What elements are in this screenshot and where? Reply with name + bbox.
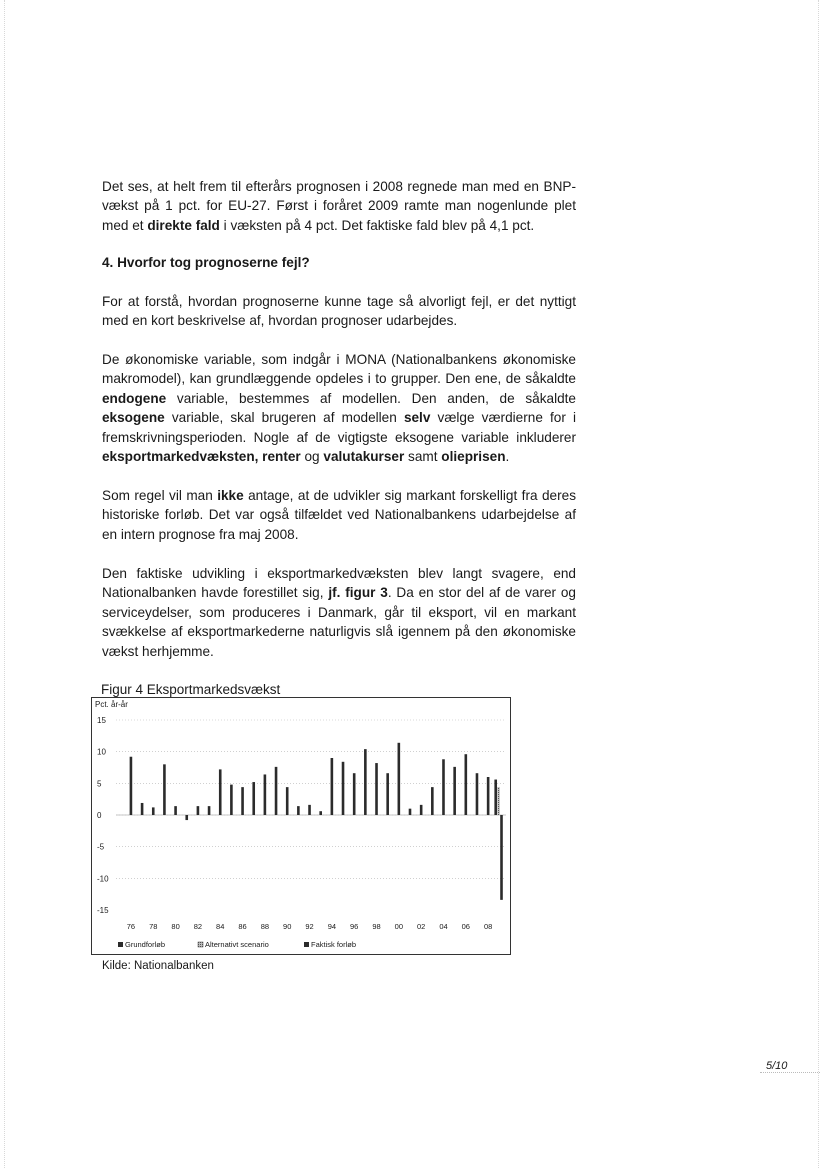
bar-layer: [130, 743, 503, 900]
x-tick-label: 92: [305, 922, 314, 931]
page-edge-right: [818, 0, 820, 1168]
x-tick-label: 06: [461, 922, 470, 931]
x-tick-label: 96: [350, 922, 359, 931]
y-tick-label: 0: [97, 811, 102, 820]
bar: [152, 807, 155, 815]
x-tick-label: 94: [327, 922, 337, 931]
text-run: Den faktiske udvikling i eksportmarkedvæksten blev langt svagere, end Nationalbanken havde forestillet sig,: [102, 566, 576, 601]
bar: [409, 809, 412, 815]
bar: [494, 780, 497, 815]
x-tick-label: 98: [372, 922, 381, 931]
bar: [353, 773, 356, 815]
bold-text: olieprisen: [441, 449, 506, 465]
x-tick-label: 08: [483, 922, 493, 931]
legend-label: Faktisk forløb: [311, 940, 357, 949]
bar: [174, 806, 177, 815]
bold-text: valutakurser: [323, 449, 405, 465]
bar: [308, 805, 311, 815]
bar: [230, 785, 233, 815]
text-run: Det ses, at helt frem til efterårs prognosen i 2008 regnede man med en BNP-vækst på 1 pct. for EU-27. Først i foråret 2009 ramte man nogenlunde plet med et: [102, 179, 576, 233]
text-run: .: [505, 449, 510, 465]
bar: [252, 782, 255, 815]
bar: [497, 787, 500, 815]
bar: [364, 749, 367, 815]
y-tick-label: -5: [97, 842, 105, 852]
paragraph-1: [102, 177, 576, 235]
paragraph-2: [102, 292, 576, 331]
paragraph-3: [102, 350, 576, 466]
bar: [197, 806, 200, 815]
text-run: Som regel vil man: [102, 488, 218, 503]
text-run: De økonomiske variable, som indgår i MONA (Nationalbankens økonomiske makromodel), kan grundlæggende opdeles i to grupper. Den ene, de såkaldte: [102, 352, 576, 387]
bar: [500, 815, 503, 900]
bar: [465, 754, 468, 815]
y-tick-label: 5: [97, 779, 102, 789]
text-run: og: [300, 449, 324, 465]
text-run: variable, bestemmes af modellen. Den anden, de såkaldte: [166, 390, 576, 406]
y-unit-label: Pct. år-år: [95, 700, 128, 709]
bar: [386, 773, 389, 815]
grid-layer: [116, 720, 506, 878]
bold-text: ikke: [217, 488, 244, 503]
figure-title: Figur 4 Eksportmarkedsvækst: [101, 682, 281, 697]
bar: [487, 777, 490, 815]
bar: [185, 815, 188, 820]
page-number-rule: [760, 1072, 820, 1074]
bar: [241, 787, 244, 815]
x-tick-label: 02: [416, 922, 426, 931]
text-run: vælge værdierne for i fremskrivningsperioden. Nogle af de vigtigste eksogene variable inkluderer: [102, 410, 577, 445]
x-tick-label: 00: [394, 922, 404, 931]
bar: [319, 811, 322, 815]
text-run: i væksten på 4 pct. Det faktiske fald blev på 4,1 pct.: [219, 217, 535, 233]
chart-frame: [91, 697, 511, 955]
page-number: 5/10: [766, 1060, 788, 1072]
section-heading: 4. Hvorfor tog prognoserne fejl?: [102, 255, 310, 270]
bold-text: direkte fald: [147, 217, 220, 233]
x-tick-label: 84: [216, 922, 225, 931]
paragraph-5: [102, 564, 576, 661]
y-tick-label: 10: [97, 747, 106, 757]
x-tick-label: 82: [193, 922, 203, 931]
x-tick-label: 76: [126, 922, 136, 931]
bar: [453, 767, 456, 815]
bar: [342, 762, 345, 815]
bar: [275, 767, 278, 815]
y-tick-label: 15: [97, 716, 106, 725]
y-tick-label: -10: [97, 874, 109, 884]
bar: [442, 759, 445, 815]
bar: [297, 806, 300, 815]
bold-text: eksogene: [102, 410, 165, 426]
axis-layer: [95, 700, 492, 931]
bar: [420, 805, 423, 815]
bar: [141, 803, 144, 815]
bar: [431, 787, 434, 815]
source-note: Kilde: Nationalbanken: [102, 960, 214, 972]
text-run: samt: [404, 449, 442, 465]
bar: [375, 763, 378, 815]
legend-layer: [118, 940, 356, 949]
x-tick-label: 04: [439, 922, 448, 931]
x-tick-label: 80: [171, 922, 180, 931]
bar: [286, 787, 289, 815]
bold-text: eksportmarkedvæksten, renter: [102, 449, 301, 465]
bar: [476, 773, 479, 815]
x-tick-label: 88: [260, 922, 270, 931]
text-run: . Da en stor del af de varer og serviceydelser, som produceres i Danmark, går til eksport, vil en markant svækkelse af eksportmarkederne naturligvis slå igennem på den økonomiske vækst herhjemme.: [102, 585, 576, 659]
legend-swatch: [198, 942, 203, 947]
bar: [331, 758, 334, 815]
paragraph-4: [102, 486, 576, 544]
x-tick-label: 78: [149, 922, 158, 931]
bar: [130, 757, 133, 815]
y-tick-label: -15: [97, 906, 109, 915]
bold-text: endogene: [102, 390, 167, 406]
bar: [208, 806, 211, 815]
x-tick-label: 86: [238, 922, 247, 931]
bold-text: jf. figur 3: [328, 585, 388, 601]
text-run: variable, skal brugeren af modellen: [164, 410, 404, 426]
legend-label: Grundforløb: [125, 940, 166, 949]
legend-swatch: [304, 942, 309, 947]
page-edge-left: [4, 0, 6, 1168]
legend-label: Alternativt scenario: [205, 940, 269, 949]
bar: [163, 764, 166, 815]
x-tick-label: 90: [283, 922, 292, 931]
export-market-growth-chart: [92, 698, 510, 954]
bar: [264, 774, 267, 815]
legend-swatch: [118, 942, 123, 947]
text-run: For at forstå, hvordan prognoserne kunne tage så alvorligt fejl, er det nyttigt med en kort beskrivelse af, hvordan prognoser udarbejdes.: [102, 294, 576, 329]
text-run: antage, at de udvikler sig markant forskelligt fra deres historiske forløb. Det var også tilfældet ved Nationalbankens udarbejdelse af en intern prognose fra maj 2008.: [102, 488, 576, 542]
bar: [219, 769, 222, 815]
bold-text: selv: [403, 410, 431, 426]
bar: [398, 743, 401, 815]
